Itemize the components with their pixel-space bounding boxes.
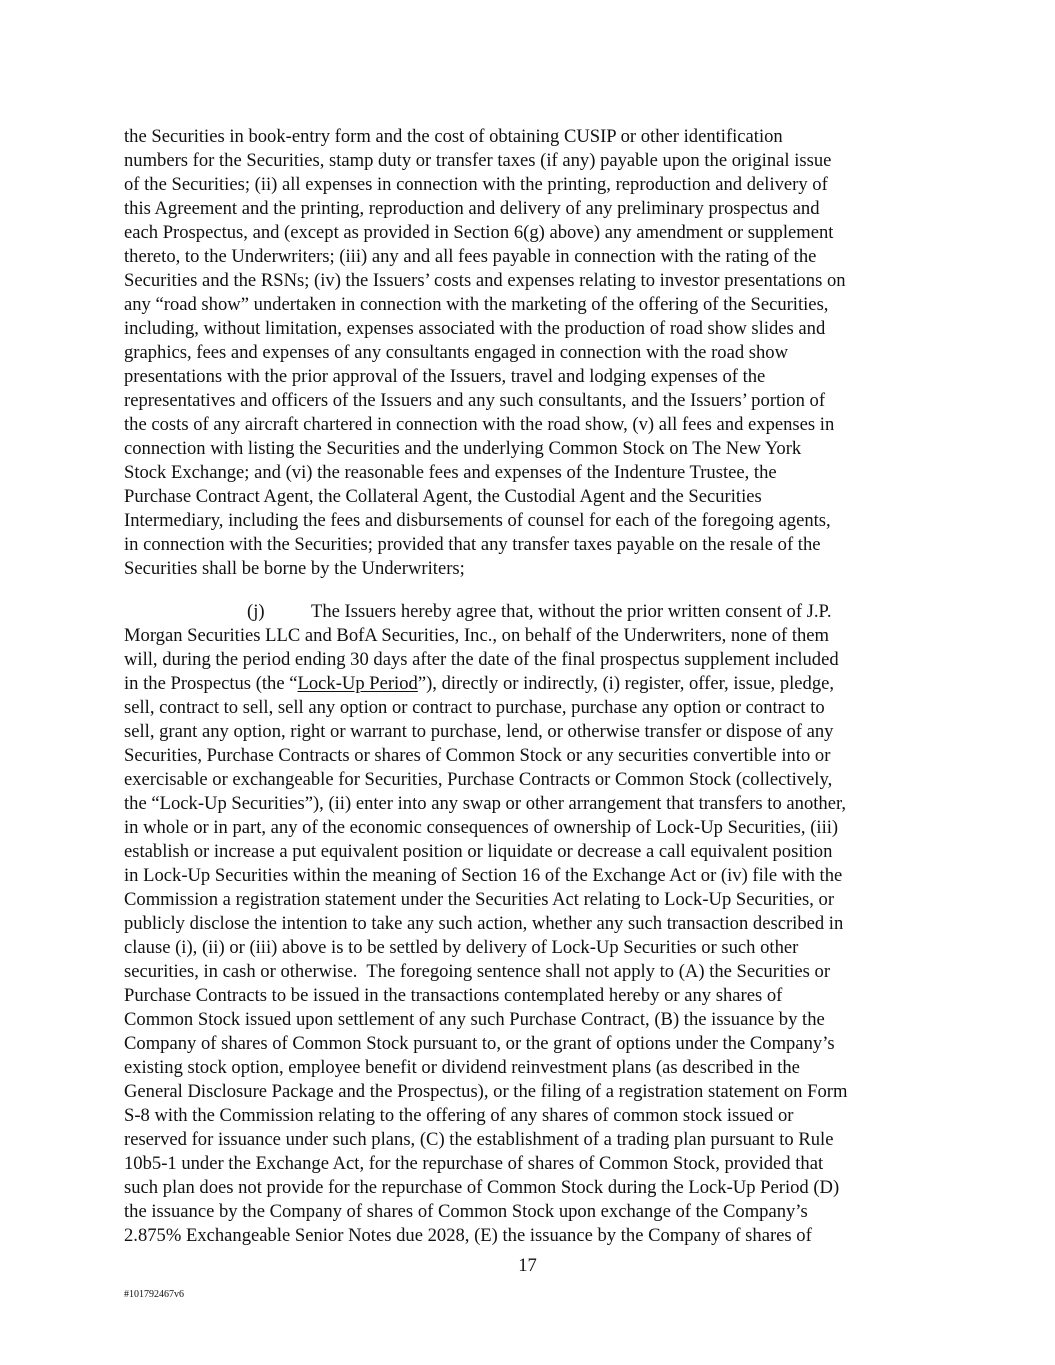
section-marker: (j)	[247, 601, 265, 622]
paragraph-line: thereto, to the Underwriters; (iii) any and all fees payable in connection with the rating of the	[124, 246, 817, 267]
paragraph-line: exercisable or exchangeable for Securities, Purchase Contracts or Common Stock (collectively,	[124, 769, 833, 790]
text-run: in the Prospectus (the “	[124, 673, 298, 694]
paragraph-line: including, without limitation, expenses associated with the production of road show slides and	[124, 318, 826, 339]
paragraph-line: Purchase Contract Agent, the Collateral Agent, the Custodial Agent and the Securities	[124, 486, 762, 507]
paragraph-line: securities, in cash or otherwise. The foregoing sentence shall not apply to (A) the Securities or	[124, 961, 831, 982]
paragraph-line: any “road show” undertaken in connection with the marketing of the offering of the Securities,	[124, 294, 829, 315]
paragraph-line: graphics, fees and expenses of any consultants engaged in connection with the road show	[124, 342, 789, 363]
defined-term-lock-up-period: Lock-Up Period	[297, 673, 418, 694]
paragraph-line: in whole or in part, any of the economic consequences of ownership of Lock-Up Securities, (iii)	[124, 817, 839, 838]
paragraph-line: sell, contract to sell, sell any option or contract to purchase, purchase any option or contract to	[124, 697, 825, 718]
paragraph-line: S-8 with the Commission relating to the offering of any shares of common stock issued or	[124, 1105, 794, 1126]
paragraph-line: representatives and officers of the Issuers and any such consultants, and the Issuers’ portion of	[124, 390, 826, 411]
paragraph-line: Common Stock issued upon settlement of any such Purchase Contract, (B) the issuance by the	[124, 1009, 825, 1030]
paragraph-line: will, during the period ending 30 days after the date of the final prospectus supplement included	[124, 649, 839, 670]
paragraph-line: the Securities in book-entry form and the cost of obtaining CUSIP or other identification	[124, 126, 783, 147]
paragraph-line: Securities shall be borne by the Underwriters;	[124, 558, 465, 579]
paragraph-line: publicly disclose the intention to take any such action, whether any such transaction described in	[124, 913, 844, 934]
paragraph-line: this Agreement and the printing, reproduction and delivery of any preliminary prospectus and	[124, 198, 820, 219]
paragraph-line: Purchase Contracts to be issued in the transactions contemplated hereby or any shares of	[124, 985, 783, 1006]
paragraph-line: The Issuers hereby agree that, without the prior written consent of J.P.	[311, 601, 832, 622]
document-id: #101792467v6	[124, 1289, 184, 1300]
paragraph-line: establish or increase a put equivalent position or liquidate or decrease a call equivalent position	[124, 841, 833, 862]
paragraph-line: in Lock-Up Securities within the meaning of Section 16 of the Exchange Act or (iv) file with the	[124, 865, 843, 886]
paragraph-line: Securities and the RSNs; (iv) the Issuers’ costs and expenses relating to investor presentations on	[124, 270, 846, 291]
text-run: ”), directly or indirectly, (i) register, offer, issue, pledge,	[417, 673, 835, 694]
paragraph-line: connection with listing the Securities and the underlying Common Stock on The New York	[124, 438, 802, 459]
paragraph-line: General Disclosure Package and the Prospectus), or the filing of a registration statement on Form	[124, 1081, 848, 1102]
paragraph-line: 10b5-1 under the Exchange Act, for the repurchase of shares of Common Stock, provided that	[124, 1153, 824, 1174]
paragraph-line: each Prospectus, and (except as provided in Section 6(g) above) any amendment or supplement	[124, 222, 834, 243]
paragraph-line: in connection with the Securities; provided that any transfer taxes payable on the resale of the	[124, 534, 821, 555]
paragraph-line: 2.875% Exchangeable Senior Notes due 2028, (E) the issuance by the Company of shares of	[124, 1225, 812, 1246]
paragraph-line: reserved for issuance under such plans, (C) the establishment of a trading plan pursuant to Rule	[124, 1129, 834, 1150]
paragraph-line: Company of shares of Common Stock pursuant to, or the grant of options under the Company’s	[124, 1033, 835, 1054]
paragraph-line: Stock Exchange; and (vi) the reasonable fees and expenses of the Indenture Trustee, the	[124, 462, 777, 483]
paragraph-line: numbers for the Securities, stamp duty or transfer taxes (if any) payable upon the original issue	[124, 150, 832, 171]
paragraph-line: presentations with the prior approval of the Issuers, travel and lodging expenses of the	[124, 366, 766, 387]
paragraph-line: the “Lock-Up Securities”), (ii) enter into any swap or other arrangement that transfers to another,	[124, 793, 847, 814]
paragraph-line: of the Securities; (ii) all expenses in connection with the printing, reproduction and delivery of	[124, 174, 828, 195]
paragraph-line: the costs of any aircraft chartered in connection with the road show, (v) all fees and expenses in	[124, 414, 835, 435]
paragraph-line	[124, 672, 834, 696]
page-number: 17	[518, 1255, 537, 1276]
paragraph-line: Intermediary, including the fees and disbursements of counsel for each of the foregoing agents,	[124, 510, 831, 531]
paragraph-line: Commission a registration statement under the Securities Act relating to Lock-Up Securities, or	[124, 889, 835, 910]
paragraph-line: Morgan Securities LLC and BofA Securities, Inc., on behalf of the Underwriters, none of them	[124, 625, 830, 646]
paragraph-line: sell, grant any option, right or warrant to purchase, lend, or otherwise transfer or dispose of any	[124, 721, 834, 742]
paragraph-line: existing stock option, employee benefit or dividend reinvestment plans (as described in the	[124, 1057, 800, 1078]
paragraph-line: Securities, Purchase Contracts or shares of Common Stock or any securities convertible into or	[124, 745, 831, 766]
paragraph-line: the issuance by the Company of shares of Common Stock upon exchange of the Company’s	[124, 1201, 808, 1222]
paragraph-line: clause (i), (ii) or (iii) above is to be settled by delivery of Lock-Up Securities or such other	[124, 937, 799, 958]
paragraph-line: such plan does not provide for the repurchase of Common Stock during the Lock-Up Period (D)	[124, 1177, 840, 1198]
